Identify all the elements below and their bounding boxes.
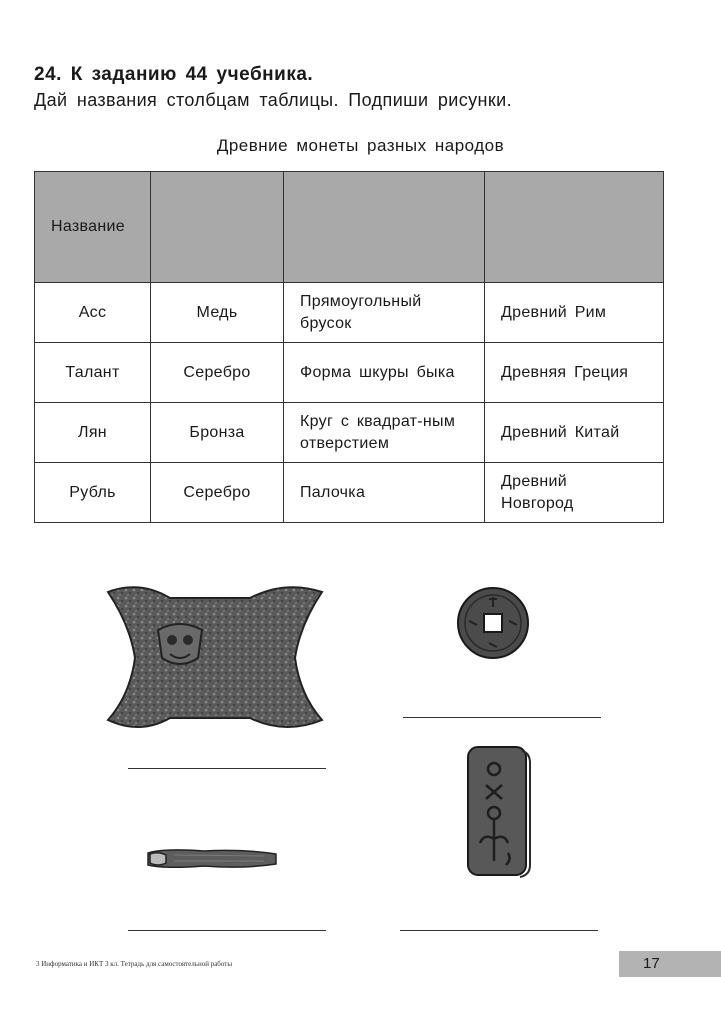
table-cell: Серебро bbox=[151, 343, 284, 403]
answer-line[interactable] bbox=[128, 930, 326, 931]
header-cell-blank[interactable] bbox=[485, 172, 664, 283]
task-instruction: Дай названия столбцам таблицы. Подпиши рисунки. bbox=[34, 90, 512, 110]
table-row bbox=[35, 343, 664, 403]
table-cell: Серебро bbox=[151, 463, 284, 523]
table-cell: Круг с квадрат-ным отверстием bbox=[284, 403, 485, 463]
table-cell: Рубль bbox=[35, 463, 151, 523]
silver-stick-image bbox=[144, 845, 280, 873]
header-cell-blank[interactable] bbox=[151, 172, 284, 283]
bull-hide-ingot-image bbox=[100, 580, 330, 740]
coins-table bbox=[34, 171, 664, 523]
table-row bbox=[35, 283, 664, 343]
chinese-coin-image bbox=[455, 585, 531, 661]
table-cell: Палочка bbox=[284, 463, 485, 523]
rectangular-bar-image bbox=[464, 743, 534, 881]
table-caption: Древние монеты разных народов bbox=[216, 136, 505, 155]
answer-line[interactable] bbox=[400, 930, 598, 931]
answer-line[interactable] bbox=[128, 768, 326, 769]
table-cell: Форма шкуры быка bbox=[284, 343, 485, 403]
table-cell: Талант bbox=[35, 343, 151, 403]
footer-note: 3 Информатика и ИКТ 3 кл. Тетрадь для самостоятельной работы bbox=[36, 960, 233, 968]
task-title: 24. К заданию 44 учебника. bbox=[34, 64, 314, 85]
table-cell: Лян bbox=[35, 403, 151, 463]
header-cell-name: Название bbox=[35, 172, 151, 283]
table-row bbox=[35, 403, 664, 463]
table-cell: Асс bbox=[35, 283, 151, 343]
table-header-row bbox=[35, 172, 664, 283]
page-number: 17 bbox=[619, 951, 721, 977]
table-cell: Медь bbox=[151, 283, 284, 343]
answer-line[interactable] bbox=[403, 717, 601, 718]
table-cell: Древний Китай bbox=[485, 403, 664, 463]
table-cell: Бронза bbox=[151, 403, 284, 463]
table-cell: Древний Рим bbox=[485, 283, 664, 343]
table-cell: Прямоугольный брусок bbox=[284, 283, 485, 343]
table-row bbox=[35, 463, 664, 523]
table-cell: Древняя Греция bbox=[485, 343, 664, 403]
table-cell: Древний Новгород bbox=[485, 463, 664, 523]
bull-head-emblem bbox=[158, 624, 202, 664]
header-cell-blank[interactable] bbox=[284, 172, 485, 283]
